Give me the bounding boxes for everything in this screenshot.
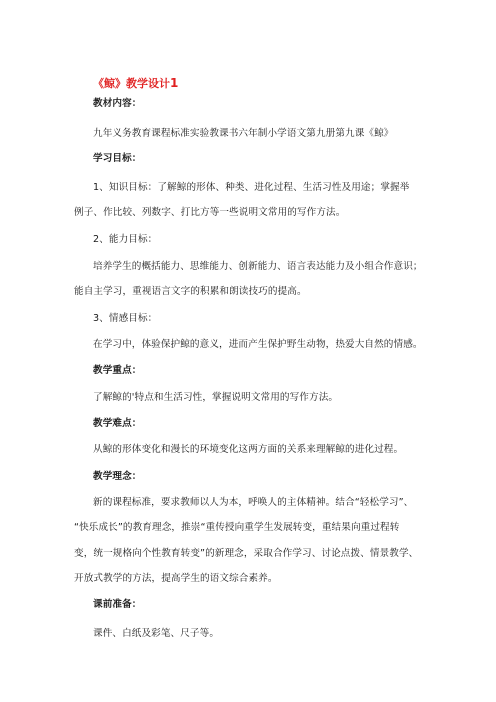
goal2-line1: 培养学生的概括能力、思维能力、创新能力、语言表达能力及小组合作意识； <box>93 261 423 272</box>
goal2-heading: 2、能力目标： <box>93 234 158 245</box>
difficulty-heading: 教学难点： <box>93 418 142 429</box>
goal1-line2: 例子、作比较、列数字、打比方等一些说明文常用的写作方法。 <box>74 207 346 218</box>
goal2-line2: 能自主学习，重视语言文字的积累和朗读技巧的提高。 <box>74 286 307 297</box>
content-text: 九年义务教育课程标准实验教课书六年制小学语文第九册第九课《鲸》 <box>93 128 394 139</box>
content-heading: 教材内容： <box>93 98 142 109</box>
goal3-line1: 在学习中，体验保护鲸的意义，进而产生保护野生动物，热爱大自然的情感。 <box>93 339 423 350</box>
goal1-line1: 1、知识目标：了解鲸的形体、种类、进化过程、生活习性及用途；掌握举 <box>93 182 410 193</box>
key-heading: 教学重点： <box>93 365 142 376</box>
prep-text: 课件、白纸及彩笔、尺子等。 <box>93 628 220 639</box>
title-text: 《鲸》教学设计 <box>93 77 170 90</box>
idea-line2: “快乐成长”的教育理念，推崇“重传授向重学生发展转变，重结果向重过程转 <box>74 522 400 533</box>
title-number: 1 <box>170 76 179 90</box>
idea-line4: 开放式教学的方法，提高学生的语文综合素养。 <box>74 573 278 584</box>
idea-heading: 教学理念： <box>93 471 142 482</box>
document-title <box>93 75 178 91</box>
prep-heading: 课前准备： <box>93 599 142 610</box>
goal3-heading: 3、情感目标： <box>93 313 158 324</box>
idea-line1: 新的课程标准，要求教师以人为本，呼唤人的主体精神。结合“轻松学习”、 <box>93 497 414 508</box>
goals-heading: 学习目标： <box>93 153 142 164</box>
difficulty-text: 从鲸的形体变化和漫长的环境变化这两方面的关系来理解鲸的进化过程。 <box>93 444 404 455</box>
key-text: 了解鲸的'特点和生活习性，掌握说明文常用的写作方法。 <box>93 392 339 403</box>
idea-line3: 变，统一规格向个性教育转变”的新理念，采取合作学习、讨论点拨、情景教学、 <box>74 548 419 559</box>
